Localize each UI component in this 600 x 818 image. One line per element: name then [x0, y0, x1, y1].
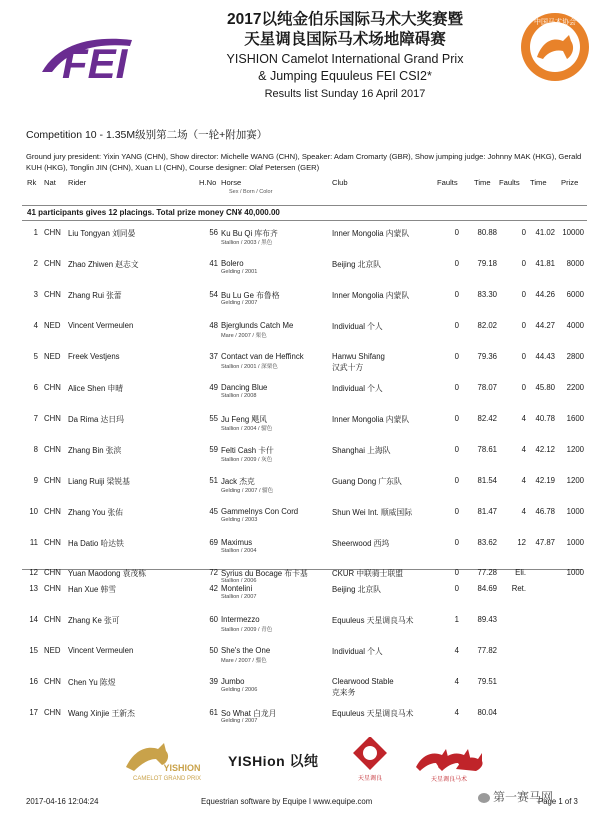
cell-hno: 72 [209, 568, 218, 577]
cell-horse-info: Gelding / 2003 [221, 517, 258, 523]
cell-f2: 0 [521, 383, 526, 392]
cell-t1: 83.30 [477, 290, 497, 299]
col-horse-sub: Sex / Born / Color [229, 189, 273, 195]
cell-horse-info: Stallion / 2008 [221, 393, 257, 399]
cell-prize: 1000 [566, 507, 584, 516]
table-row [0, 530, 600, 561]
cell-f2: 4 [521, 445, 526, 454]
cell-prize: 8000 [566, 259, 584, 268]
cell-f2: Eli. [515, 568, 526, 577]
cell-horse-info: Mare / 2007 / 栗色 [221, 333, 267, 339]
title-cn-line2: 天星调良国际马术场地障碍赛 [244, 31, 446, 48]
col-time1: Time [474, 178, 491, 187]
cell-t1: 77.28 [477, 568, 497, 577]
cell-rk: 1 [33, 228, 38, 237]
cell-horse: Ku Bu Qi 库布齐 [221, 229, 278, 238]
cell-prize: 1000 [566, 538, 584, 547]
cell-club: Clearwood Stable [332, 677, 394, 686]
cell-rk: 13 [29, 584, 38, 593]
cell-t2: 44.26 [535, 290, 555, 299]
cell-rider: Chen Yu 陈煜 [68, 678, 116, 687]
cell-t2: 47.87 [535, 538, 555, 547]
title-block [180, 10, 510, 101]
cell-nat: CHN [44, 476, 61, 485]
cell-horse: Dancing Blue [221, 383, 268, 392]
cell-t2: 41.81 [535, 259, 555, 268]
cell-t1: 80.88 [477, 228, 497, 237]
cell-t2: 42.12 [535, 445, 555, 454]
cell-rider: Liang Ruiji 梁锐基 [68, 477, 130, 486]
cell-club: Beijing 北京队 [332, 585, 381, 594]
cell-horse: Contact van de Heffinck [221, 352, 304, 361]
cell-club: CKUR 中联骑士联盟 [332, 569, 404, 578]
cell-horse: Syrius du Bocage 布卡基 [221, 569, 308, 578]
cell-horse-info: Gelding / 2007 [221, 718, 258, 724]
cell-f1: 0 [454, 568, 459, 577]
results-date: Results list Sunday 16 April 2017 [264, 88, 426, 100]
cell-horse-info: Stallion / 2004 / 骝色 [221, 426, 273, 432]
cell-club: Inner Mongolia 内蒙队 [332, 229, 410, 238]
cell-f2: 4 [521, 414, 526, 423]
cell-club: Inner Mongolia 内蒙队 [332, 291, 410, 300]
cell-nat: CHN [44, 259, 61, 268]
cell-horse-info: Stallion / 2009 / 灰色 [221, 457, 273, 463]
title-cn-line1: 2017以纯金伯乐国际马术大奖赛暨 [227, 11, 463, 28]
cell-rider: Zhang Ke 张可 [68, 616, 120, 625]
cell-t1: 79.51 [477, 677, 497, 686]
cell-horse-info: Stallion / 2007 [221, 594, 257, 600]
cell-rider: Zhang You 张佑 [68, 508, 124, 517]
cell-club-line2: 克来务 [332, 688, 356, 697]
cell-t2: 42.19 [535, 476, 555, 485]
cell-rk: 5 [33, 352, 38, 361]
cell-club: Individual 个人 [332, 647, 383, 656]
col-club: Club [332, 178, 348, 187]
cell-t1: 81.54 [477, 476, 497, 485]
cell-t1: 80.04 [477, 708, 497, 717]
title-en-line2: & Jumping Equuleus FEI CSI2* [258, 69, 432, 83]
cell-rk: 12 [29, 568, 38, 577]
cell-f1: 0 [454, 321, 459, 330]
yishion-gp-line2: CAMELOT GRAND PRIX [133, 776, 201, 782]
col-faults1: Faults [437, 178, 458, 187]
cell-rk: 10 [29, 507, 38, 516]
cell-nat: NED [44, 646, 61, 655]
cell-hno: 49 [209, 383, 218, 392]
cell-hno: 41 [209, 259, 218, 268]
title-en-line1: YISHION Camelot International Grand Prix [226, 52, 464, 66]
cell-prize: 1200 [566, 476, 584, 485]
col-nat: Nat [44, 178, 56, 187]
cell-nat: CHN [44, 568, 61, 577]
table-row [0, 313, 600, 344]
cell-rk: 4 [33, 321, 38, 330]
cell-rk: 16 [29, 677, 38, 686]
cell-horse: She's the One [221, 646, 271, 655]
table-row [0, 375, 600, 406]
cell-nat: CHN [44, 538, 61, 547]
cell-hno: 59 [209, 445, 218, 454]
cell-t1: 89.43 [477, 615, 497, 624]
cell-f2: 0 [521, 228, 526, 237]
cell-rider: Da Rima 达日玛 [68, 415, 124, 424]
table-row [0, 406, 600, 437]
watermark-text: 第一赛马网 [493, 790, 554, 804]
cell-horse: Felti Cash 卡什 [221, 446, 274, 455]
cell-f1: 0 [454, 507, 459, 516]
cell-f2: 0 [521, 321, 526, 330]
cell-horse-info: Gelding / 2001 [221, 269, 258, 275]
cell-rk: 15 [29, 646, 38, 655]
cell-t1: 84.69 [477, 584, 497, 593]
cell-rk: 17 [29, 708, 38, 717]
cell-f1: 0 [454, 584, 459, 593]
cell-f1: 0 [454, 290, 459, 299]
cell-horse: Gammelnys Con Cord [221, 507, 299, 516]
cell-club: Guang Dong 广东队 [332, 477, 402, 486]
cell-horse: Bjerglunds Catch Me [221, 321, 294, 330]
cell-hno: 55 [209, 414, 218, 423]
cell-club: Hanwu Shifang [332, 352, 385, 361]
cell-f1: 4 [454, 677, 459, 686]
cell-club-line2: 汉武十方 [332, 363, 364, 372]
table-row [0, 251, 600, 282]
horses-label: 天星调良马术 [430, 776, 468, 783]
federation-badge [519, 11, 591, 83]
cell-hno: 50 [209, 646, 218, 655]
table-row [0, 344, 600, 375]
cell-horse-info: Gelding / 2007 / 骝色 [221, 488, 274, 494]
cell-nat: CHN [44, 445, 61, 454]
cell-f2: 0 [521, 352, 526, 361]
yishion-gp-line1: YISHION [163, 763, 201, 773]
cell-rider: Vincent Vermeulen [68, 646, 134, 655]
cell-rk: 6 [33, 383, 38, 392]
cell-t1: 78.07 [477, 383, 497, 392]
cell-t1: 81.47 [477, 507, 497, 516]
cell-horse: Intermezzo [221, 615, 260, 624]
table-row [0, 437, 600, 468]
cell-horse: Montelini [221, 584, 253, 593]
cell-rk: 11 [29, 538, 38, 547]
cell-nat: CHN [44, 677, 61, 686]
cell-rider: Wang Xinjie 王新杰 [68, 709, 135, 718]
table-row [0, 669, 600, 700]
cell-rk: 7 [33, 414, 38, 423]
officials-list: Ground jury president: Yixin YANG (CHN), Show director: Michelle WANG (CHN), Speaker: Adam Cromarty (GBR), Show jumping judge: Johnny MAK (HKG), Gerald KUH (HKG), Tonglin JIN (CHN), Xuan LI (CHN), Course designer: Olaf Petersen (GER) [26, 152, 582, 172]
cell-t1: 79.18 [477, 259, 497, 268]
cell-f1: 0 [454, 445, 459, 454]
cell-horse-info: Gelding / 2006 [221, 687, 258, 693]
col-prize: Prize [561, 178, 579, 187]
cell-nat: NED [44, 321, 61, 330]
summary-line: 41 participants gives 12 placings. Total prize money CN¥ 40,000.00 [22, 205, 587, 221]
cell-nat: CHN [44, 507, 61, 516]
cell-f2: 0 [521, 259, 526, 268]
wechat-icon [478, 793, 490, 803]
cell-hno: 48 [209, 321, 218, 330]
table-row [0, 499, 600, 530]
table-row [0, 700, 600, 731]
col-horse: Horse [221, 178, 242, 187]
cell-nat: CHN [44, 414, 61, 423]
cell-rider: Ha Datio 哈达铁 [68, 539, 124, 548]
cell-club: Beijing 北京队 [332, 260, 381, 269]
cell-t2: 45.80 [535, 383, 555, 392]
cell-hno: 69 [209, 538, 218, 547]
cell-hno: 45 [209, 507, 218, 516]
cell-f1: 0 [454, 414, 459, 423]
sponsor-strip [0, 737, 600, 787]
cell-rider: Han Xue 韩雪 [68, 585, 117, 594]
cell-hno: 51 [209, 476, 218, 485]
cell-hno: 39 [209, 677, 218, 686]
footer-software: Equestrian software by Equipe I www.equipe.com [201, 797, 373, 806]
cell-club: Shanghai 上海队 [332, 446, 391, 455]
cell-t2: 44.27 [535, 321, 555, 330]
cell-horse-info: Stallion / 2009 / 青色 [221, 627, 273, 633]
cell-club: Sheerwood 西坞 [332, 539, 390, 548]
cell-horse: Jumbo [221, 677, 245, 686]
cell-club: Shun Wei Int. 顺威国际 [332, 508, 413, 517]
badge-text: 中国马术协会 [534, 18, 576, 26]
table-row [0, 468, 600, 499]
cell-nat: CHN [44, 584, 61, 593]
cell-t1: 79.36 [477, 352, 497, 361]
watermark [478, 788, 553, 805]
cell-t1: 82.02 [477, 321, 497, 330]
cell-nat: CHN [44, 228, 61, 237]
col-rk: Rk [27, 178, 37, 187]
cell-hno: 56 [209, 228, 218, 237]
cell-horse: Maximus [221, 538, 253, 547]
cell-prize: 2800 [566, 352, 584, 361]
col-time2: Time [530, 178, 547, 187]
cell-f2: 12 [517, 538, 526, 547]
fei-logo-text: FEI [62, 40, 128, 84]
cell-hno: 42 [209, 584, 218, 593]
table-header [0, 176, 600, 206]
cell-hno: 37 [209, 352, 218, 361]
cell-t2: 40.78 [535, 414, 555, 423]
cell-hno: 54 [209, 290, 218, 299]
cell-nat: NED [44, 352, 61, 361]
table-row [0, 220, 600, 251]
cell-f1: 1 [454, 615, 459, 624]
cell-prize: 10000 [562, 228, 584, 237]
cell-rider: Zhang Rui 张蕾 [68, 291, 122, 300]
cell-t1: 83.62 [477, 538, 497, 547]
cell-horse: Bolero [221, 259, 244, 268]
equuleus-label: 天星调良 [357, 775, 383, 782]
cell-horse: Bu Lu Ge 布鲁格 [221, 291, 280, 300]
cell-f2: 0 [521, 290, 526, 299]
cell-rk: 14 [29, 615, 38, 624]
competition-title: Competition 10 - 1.35M级别第二场（一轮+附加赛） [26, 129, 268, 141]
cell-prize: 2200 [566, 383, 584, 392]
cell-club: Equuleus 天星调良马术 [332, 616, 414, 625]
cell-rider: Alice Shen 申晴 [68, 384, 124, 393]
cell-hno: 60 [209, 615, 218, 624]
cell-nat: CHN [44, 708, 61, 717]
col-hno: H.No [199, 178, 217, 187]
cell-prize: 4000 [566, 321, 584, 330]
cell-horse-info: Stallion / 2003 / 黑色 [221, 240, 273, 246]
col-faults2: Faults [499, 178, 520, 187]
footer-page: Page 1 of 3 [538, 797, 578, 806]
table-row [0, 282, 600, 313]
yishion-brand-logo: YISHion 以纯 [228, 753, 319, 769]
cell-f1: 0 [454, 538, 459, 547]
table-row [0, 576, 600, 607]
cell-rk: 3 [33, 290, 38, 299]
cell-horse-info: Stallion / 2001 / 深栗色 [221, 364, 278, 370]
cell-f1: 0 [454, 352, 459, 361]
cell-rider: Liu Tongyan 刘同晏 [68, 229, 136, 238]
cell-t2: 41.02 [535, 228, 555, 237]
cell-rk: 8 [33, 445, 38, 454]
cell-rider: Vincent Vermeulen [68, 321, 134, 330]
cell-horse: Ju Feng 飓风 [221, 415, 267, 424]
cell-f2: 4 [521, 507, 526, 516]
cell-t1: 78.61 [477, 445, 497, 454]
cell-f1: 0 [454, 383, 459, 392]
cell-f1: 0 [454, 259, 459, 268]
cell-nat: CHN [44, 290, 61, 299]
cell-prize: 1200 [566, 445, 584, 454]
col-rider: Rider [68, 178, 87, 187]
cell-rk: 9 [33, 476, 38, 485]
cell-f1: 4 [454, 646, 459, 655]
cell-nat: CHN [44, 383, 61, 392]
cell-t1: 77.82 [477, 646, 497, 655]
cell-horse-info: Stallion / 2004 [221, 548, 257, 554]
cell-nat: CHN [44, 615, 61, 624]
cell-t2: 44.43 [535, 352, 555, 361]
table-row [0, 607, 600, 638]
cell-horse-info: Stallion / 2006 [221, 578, 257, 584]
cell-rider: Zhao Zhiwen 赵志文 [68, 260, 139, 269]
cell-t1: 82.42 [477, 414, 497, 423]
cell-f2: 4 [521, 476, 526, 485]
yishion-grand-prix-logo [120, 737, 215, 783]
cell-club: Individual 个人 [332, 322, 383, 331]
cell-club: Equuleus 天星调良马术 [332, 709, 414, 718]
cell-rk: 2 [33, 259, 38, 268]
cell-horse-info: Gelding / 2007 [221, 300, 258, 306]
cell-rider: Yuan Maodong 袁茂栋 [68, 569, 147, 578]
cell-horse-info: Mare / 2007 / 骝色 [221, 658, 267, 664]
cell-f1: 4 [454, 708, 459, 717]
cell-horse: So What 白龙月 [221, 709, 277, 718]
cell-rider: Zhang Bin 张滨 [68, 446, 122, 455]
cell-f1: 0 [454, 476, 459, 485]
cell-f2: Ret. [511, 584, 526, 593]
cell-club: Inner Mongolia 内蒙队 [332, 415, 410, 424]
footer-timestamp: 2017-04-16 12:04:24 [26, 797, 99, 806]
cell-prize: 1000 [566, 568, 584, 577]
running-horses-logo [412, 739, 486, 783]
cell-club: Individual 个人 [332, 384, 383, 393]
fei-logo [40, 34, 165, 84]
table-row [0, 638, 600, 669]
cell-prize: 1600 [566, 414, 584, 423]
cell-f1: 0 [454, 228, 459, 237]
equuleus-logo [350, 737, 390, 783]
cell-t2: 46.78 [535, 507, 555, 516]
cell-horse: Jack 杰克 [221, 477, 255, 486]
cell-hno: 61 [209, 708, 218, 717]
cell-rider: Freek Vestjens [68, 352, 120, 361]
cell-prize: 6000 [566, 290, 584, 299]
